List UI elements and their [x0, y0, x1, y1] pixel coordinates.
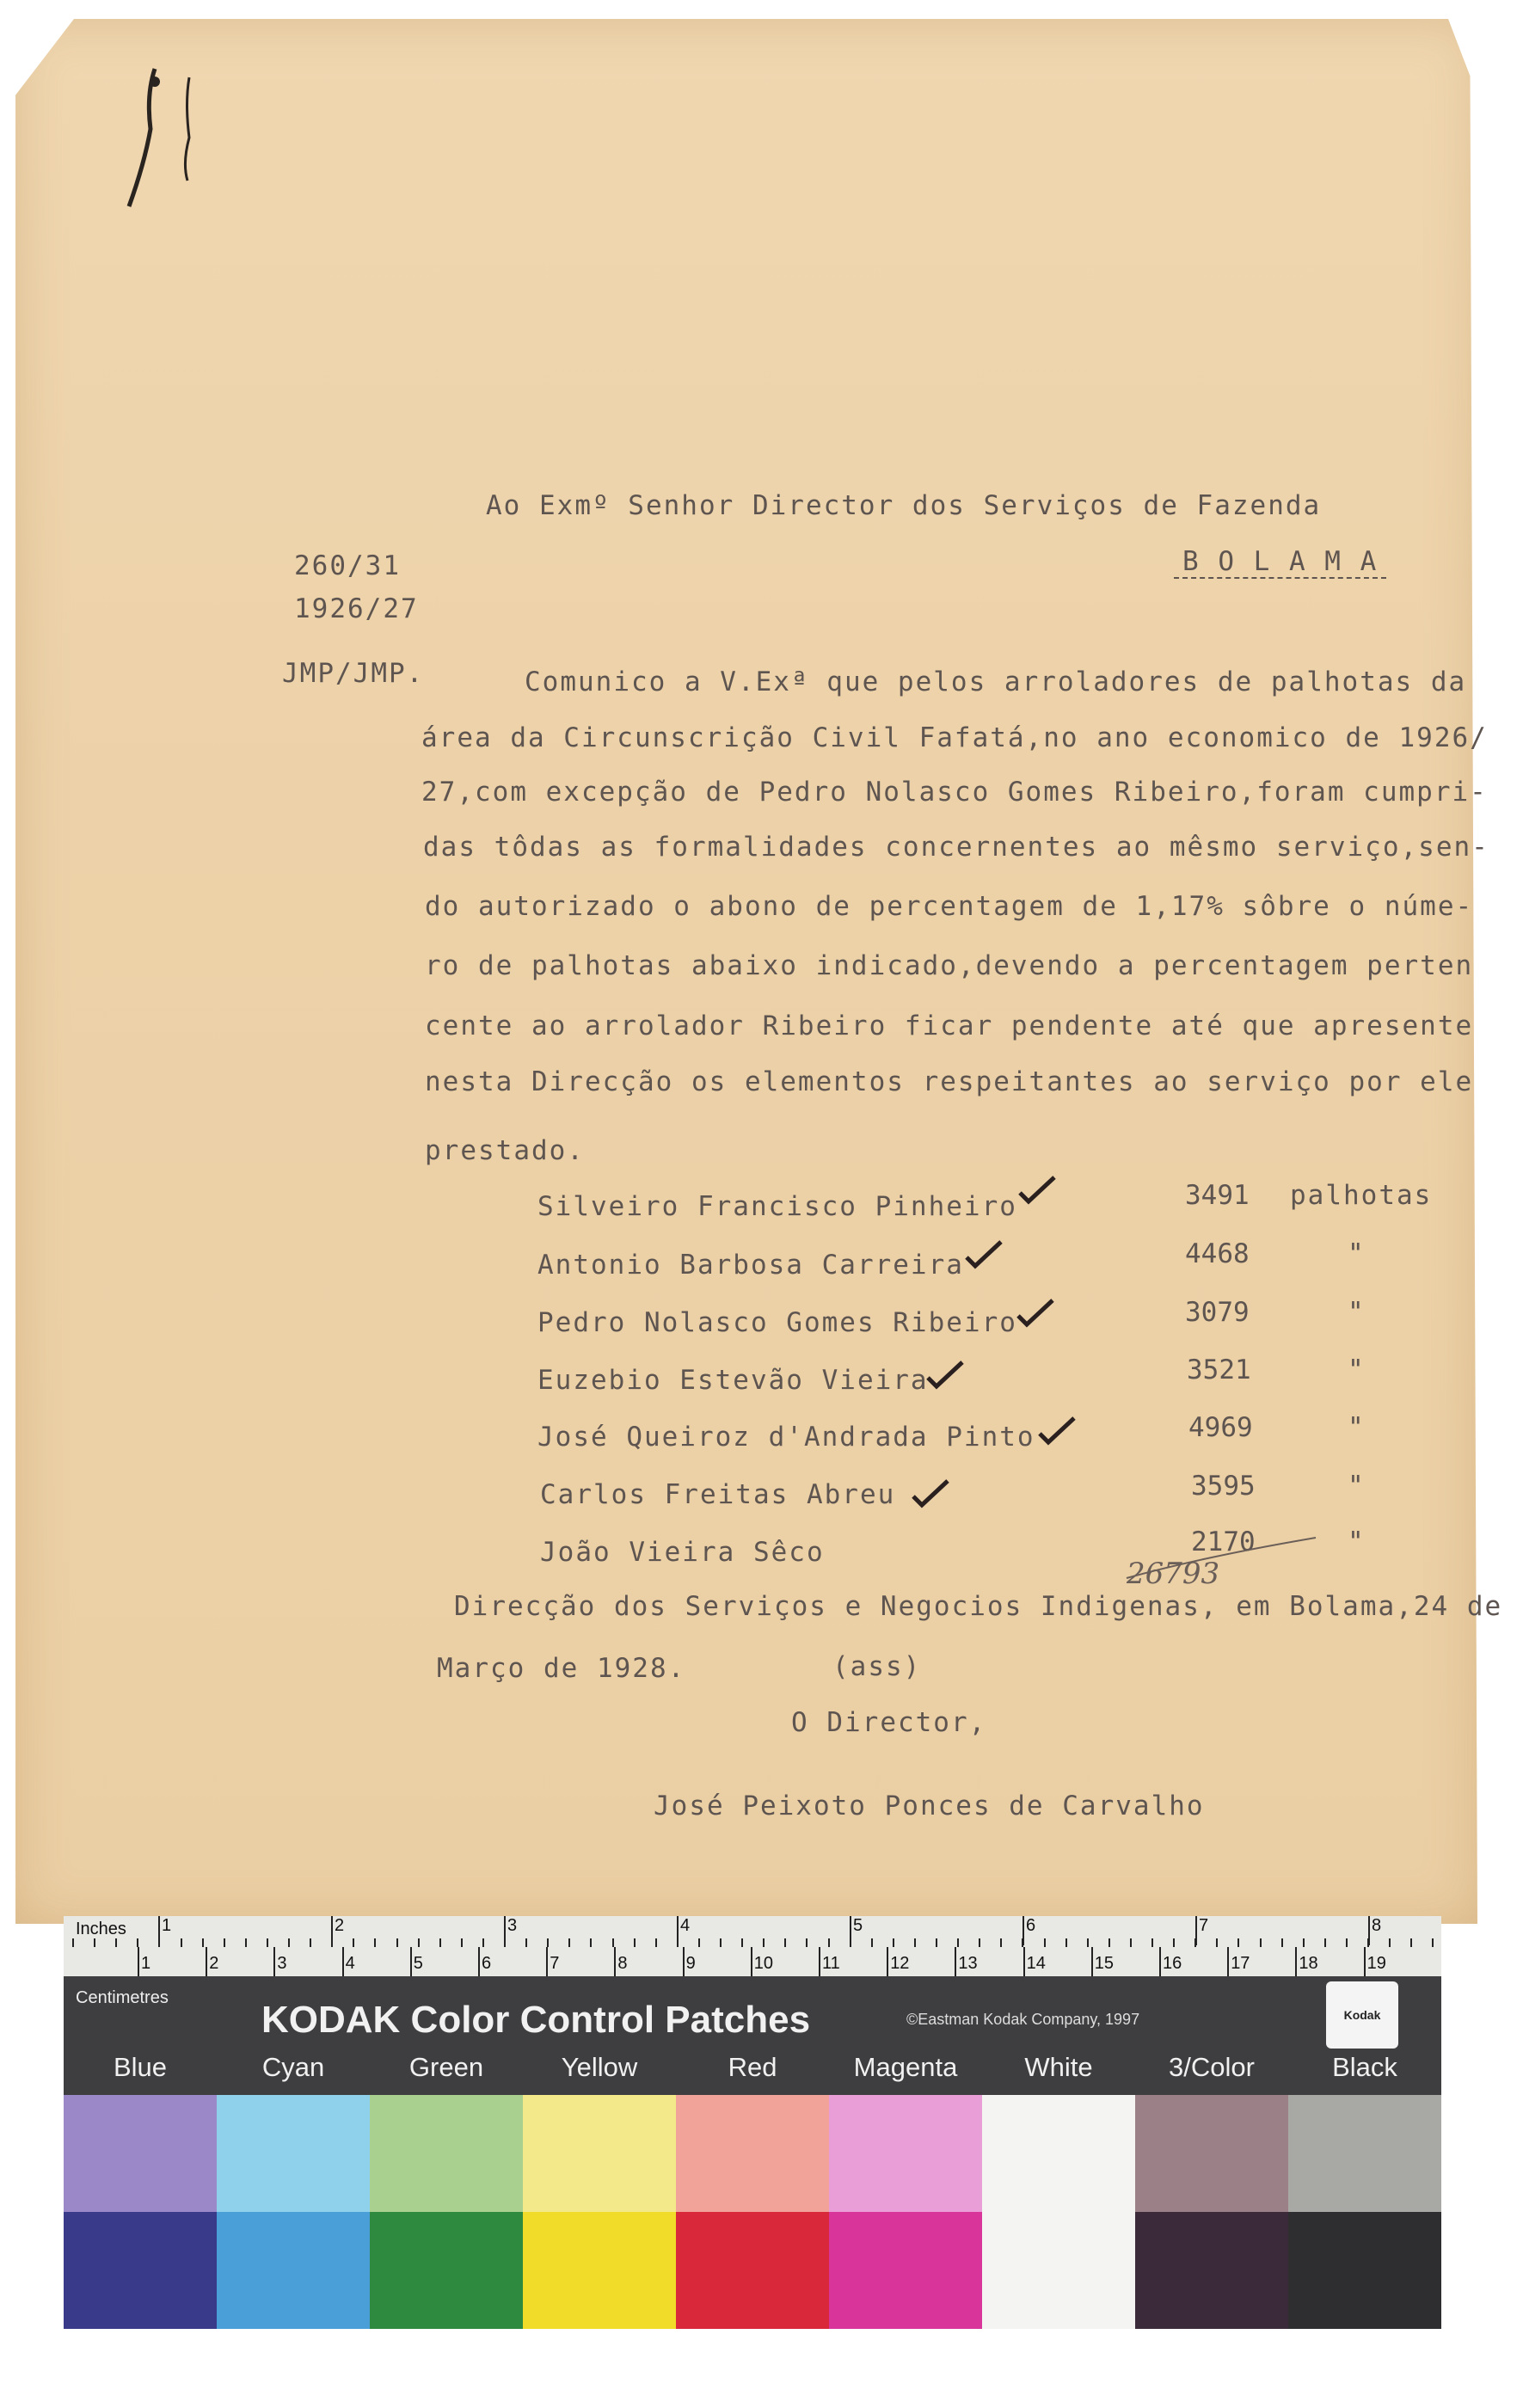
cm-number: 10 [753, 1954, 774, 1973]
address-line: Ao Exmº Senhor Director dos Serviços de Fazenda [486, 490, 1322, 521]
minor-tick [936, 1938, 937, 1947]
staple-mark-icon [103, 34, 206, 224]
initials: JMP/JMP. [282, 658, 425, 689]
minor-tick [1044, 1938, 1046, 1947]
cm-number: 11 [822, 1954, 840, 1973]
cm-tick [683, 1947, 685, 1976]
cm-number: 7 [550, 1954, 560, 1973]
patch-label: Black [1332, 2052, 1397, 2082]
cm-number: 17 [1231, 1954, 1250, 1973]
signatory-title: O Director, [791, 1707, 987, 1738]
minor-tick [1173, 1938, 1175, 1947]
color-patch-top [982, 2095, 1135, 2212]
ruler [64, 1916, 1441, 2007]
cm-number: 6 [482, 1954, 492, 1973]
patch-label: Blue [113, 2052, 168, 2082]
cm-number: 16 [1163, 1954, 1182, 1973]
color-patch-top [64, 2095, 217, 2212]
minor-tick [158, 1938, 160, 1947]
palhotas-count: 4969 [1188, 1412, 1253, 1443]
color-patch-bottom [676, 2212, 829, 2329]
body-line: das tôdas as formalidades concernentes ao mêsmo serviço,sen- [423, 832, 1489, 863]
inch-number: 2 [335, 1916, 345, 1935]
minor-tick [1410, 1938, 1412, 1947]
minor-tick [224, 1938, 225, 1947]
minor-tick [547, 1938, 549, 1947]
color-patch-top [829, 2095, 982, 2212]
checkmark-icon [1015, 1297, 1056, 1330]
inch-number: 5 [853, 1916, 863, 1935]
patch-label: 3/Color [1169, 2052, 1255, 2082]
cm-number: 14 [1026, 1954, 1046, 1973]
body-line: ro de palhotas abaixo indicado,devendo a percentagem perten [425, 950, 1474, 981]
cm-tick [1295, 1947, 1297, 1976]
minor-tick [1237, 1938, 1239, 1947]
palhotas-unit: " [1348, 1412, 1366, 1443]
minor-tick [1130, 1938, 1132, 1947]
color-patch-top [523, 2095, 676, 2212]
minor-tick [763, 1938, 765, 1947]
cm-tick [410, 1947, 412, 1976]
minor-tick [698, 1938, 700, 1947]
signatory-name: José Peixoto Ponces de Carvalho [654, 1791, 1205, 1821]
closing-line-1: Direcção dos Serviços e Negocios Indigenas, em Bolama,24 de [454, 1591, 1503, 1622]
minor-tick [1260, 1938, 1262, 1947]
minor-tick [655, 1938, 657, 1947]
minor-tick [634, 1938, 636, 1947]
cm-tick [546, 1947, 548, 1976]
minor-tick [741, 1938, 743, 1947]
patch-label: Magenta [853, 2052, 958, 2082]
cm-tick [342, 1947, 344, 1976]
minor-tick [590, 1938, 592, 1947]
cm-tick [1364, 1947, 1366, 1976]
minor-tick [1216, 1938, 1218, 1947]
location: B O L A M A [1174, 546, 1386, 579]
color-patch-top [217, 2095, 370, 2212]
cm-number: 2 [209, 1954, 219, 1973]
cm-tick [1227, 1947, 1229, 1976]
arrolador-name: Antonio Barbosa Carreira [537, 1250, 964, 1281]
palhotas-count: 3521 [1187, 1354, 1251, 1385]
minor-tick [720, 1938, 722, 1947]
minor-tick [181, 1938, 182, 1947]
patch-label: Red [728, 2052, 777, 2082]
cm-tick [1159, 1947, 1161, 1976]
minor-tick [439, 1938, 441, 1947]
body-line: 27,com excepção de Pedro Nolasco Gomes Ribeiro,foram cumpri- [421, 777, 1488, 808]
color-patch-bottom [829, 2212, 982, 2329]
cm-tick [206, 1947, 207, 1976]
minor-tick [828, 1938, 830, 1947]
color-patch-top [1135, 2095, 1288, 2212]
cm-tick [887, 1947, 888, 1976]
color-patch-bottom [1288, 2212, 1441, 2329]
minor-tick [94, 1938, 95, 1947]
minor-tick [1022, 1938, 1023, 1947]
minor-tick [137, 1938, 138, 1947]
minor-tick [806, 1938, 808, 1947]
cm-tick [273, 1947, 275, 1976]
minor-tick [288, 1938, 290, 1947]
arrolador-name: José Queiroz d'Andrada Pinto [537, 1422, 1035, 1453]
minor-tick [353, 1938, 354, 1947]
arrolador-name: João Vieira Sêco [540, 1537, 825, 1568]
arrolador-name: Silveiro Francisco Pinheiro [537, 1191, 1017, 1222]
palhotas-unit: palhotas [1290, 1180, 1433, 1211]
cm-number: 19 [1366, 1954, 1386, 1973]
minor-tick [396, 1938, 398, 1947]
cm-number: 13 [958, 1954, 978, 1973]
cm-number: 5 [413, 1954, 423, 1973]
cm-number: 18 [1299, 1954, 1318, 1973]
checkmark-icon [963, 1238, 1004, 1271]
minor-tick [1346, 1938, 1348, 1947]
cm-number: 15 [1094, 1954, 1115, 1973]
minor-tick [1151, 1938, 1153, 1947]
minor-tick [1389, 1938, 1391, 1947]
palhotas-count: 3595 [1191, 1471, 1256, 1502]
minor-tick [1303, 1938, 1305, 1947]
color-patch-bottom [523, 2212, 676, 2329]
minor-tick [525, 1938, 527, 1947]
color-patch-top [370, 2095, 523, 2212]
cm-tick [1023, 1947, 1025, 1976]
cm-number: 12 [890, 1954, 910, 1973]
minor-tick [482, 1938, 484, 1947]
checkmark-icon [1036, 1415, 1078, 1447]
color-patch-bottom [217, 2212, 370, 2329]
cm-number: 8 [617, 1954, 628, 1973]
cm-number: 1 [141, 1954, 151, 1973]
color-patch-bottom [370, 2212, 523, 2329]
minor-tick [677, 1938, 679, 1947]
minor-tick [893, 1938, 894, 1947]
palhotas-count: 4468 [1185, 1238, 1250, 1269]
cm-tick [751, 1947, 752, 1976]
cm-number: 3 [277, 1954, 287, 1973]
centimetres-label: Centimetres [76, 1988, 169, 2007]
minor-tick [267, 1938, 268, 1947]
palhotas-count: 3079 [1185, 1297, 1250, 1328]
checkmark-icon [1016, 1174, 1058, 1207]
minor-tick [871, 1938, 873, 1947]
kodak-title: KODAK Color Control Patches [261, 1999, 811, 2041]
body-line: do autorizado o abono de percentagem de 1,17% sôbre o núme- [425, 891, 1474, 922]
minor-tick [1367, 1938, 1369, 1947]
cm-tick [138, 1947, 139, 1976]
checkmark-icon [910, 1477, 951, 1510]
patch-label: White [1024, 2052, 1093, 2082]
body-line: cente ao arrolador Ribeiro ficar pendente até que apresente [425, 1010, 1474, 1041]
handwritten-total: 26793 [1127, 1557, 1220, 1591]
minor-tick [979, 1938, 980, 1947]
arrolador-name: Carlos Freitas Abreu [540, 1479, 896, 1510]
color-patch-top [676, 2095, 829, 2212]
inch-number: 3 [507, 1916, 518, 1935]
minor-tick [850, 1938, 851, 1947]
ass-mark: (ass) [832, 1651, 922, 1682]
body-line: Comunico a V.Exª que pelos arroladores de palhotas da [525, 666, 1467, 697]
arrolador-name: Pedro Nolasco Gomes Ribeiro [537, 1307, 1017, 1338]
color-patch-bottom [1135, 2212, 1288, 2329]
color-patch-bottom [64, 2212, 217, 2329]
palhotas-unit: " [1348, 1238, 1366, 1269]
minor-tick [1324, 1938, 1326, 1947]
ref-number: 260/31 [294, 550, 401, 581]
cm-tick [955, 1947, 956, 1976]
minor-tick [202, 1938, 204, 1947]
minor-tick [1194, 1938, 1196, 1947]
kodak-color-strip [64, 1916, 1441, 2329]
minor-tick [310, 1938, 311, 1947]
cm-number: 9 [685, 1954, 696, 1973]
color-patch-bottom [982, 2212, 1135, 2329]
inch-number: 1 [162, 1916, 172, 1935]
minor-tick [115, 1938, 117, 1947]
cm-tick [614, 1947, 616, 1976]
cm-tick [819, 1947, 820, 1976]
inch-number: 6 [1026, 1916, 1036, 1935]
color-patch-top [1288, 2095, 1441, 2212]
inch-number: 4 [680, 1916, 691, 1935]
minor-tick [1087, 1938, 1089, 1947]
palhotas-unit: " [1348, 1471, 1366, 1502]
minor-tick [504, 1938, 506, 1947]
inch-number: 8 [1372, 1916, 1382, 1935]
palhotas-count: 3491 [1185, 1180, 1250, 1211]
checkmark-icon [924, 1359, 966, 1391]
minor-tick [245, 1938, 247, 1947]
ref-year: 1926/27 [294, 593, 419, 624]
minor-tick [568, 1938, 570, 1947]
palhotas-unit: " [1348, 1297, 1366, 1328]
cm-tick [1091, 1947, 1093, 1976]
minor-tick [331, 1938, 333, 1947]
minor-tick [612, 1938, 614, 1947]
minor-tick [72, 1938, 74, 1947]
minor-tick [1432, 1938, 1434, 1947]
body-line: área da Circunscrição Civil Fafatá,no ano economico de 1926/ [421, 722, 1488, 753]
minor-tick [418, 1938, 420, 1947]
palhotas-unit: " [1348, 1526, 1366, 1557]
closing-line-2: Março de 1928. [437, 1653, 686, 1684]
minor-tick [914, 1938, 916, 1947]
palhotas-count: 2170 [1191, 1526, 1256, 1557]
kodak-copyright: ©Eastman Kodak Company, 1997 [906, 2011, 1140, 2028]
palhotas-unit: " [1348, 1354, 1366, 1385]
minor-tick [1000, 1938, 1002, 1947]
patch-label: Green [408, 2052, 484, 2082]
patch-label: Yellow [561, 2052, 638, 2082]
arrolador-name: Euzebio Estevão Vieira [537, 1365, 929, 1396]
minor-tick [957, 1938, 959, 1947]
minor-tick [1065, 1938, 1067, 1947]
minor-tick [374, 1938, 376, 1947]
cm-number: 4 [345, 1954, 355, 1973]
minor-tick [1281, 1938, 1283, 1947]
body-line: prestado. [425, 1135, 585, 1166]
cm-tick [478, 1947, 480, 1976]
inches-label: Inches [76, 1920, 126, 1938]
inch-number: 7 [1199, 1916, 1209, 1935]
patch-label: Cyan [261, 2052, 325, 2082]
body-line: nesta Direcção os elementos respeitantes ao serviço por ele [425, 1066, 1474, 1097]
minor-tick [784, 1938, 786, 1947]
minor-tick [461, 1938, 463, 1947]
kodak-logo-icon: Kodak [1326, 1981, 1398, 2049]
minor-tick [1108, 1938, 1110, 1947]
